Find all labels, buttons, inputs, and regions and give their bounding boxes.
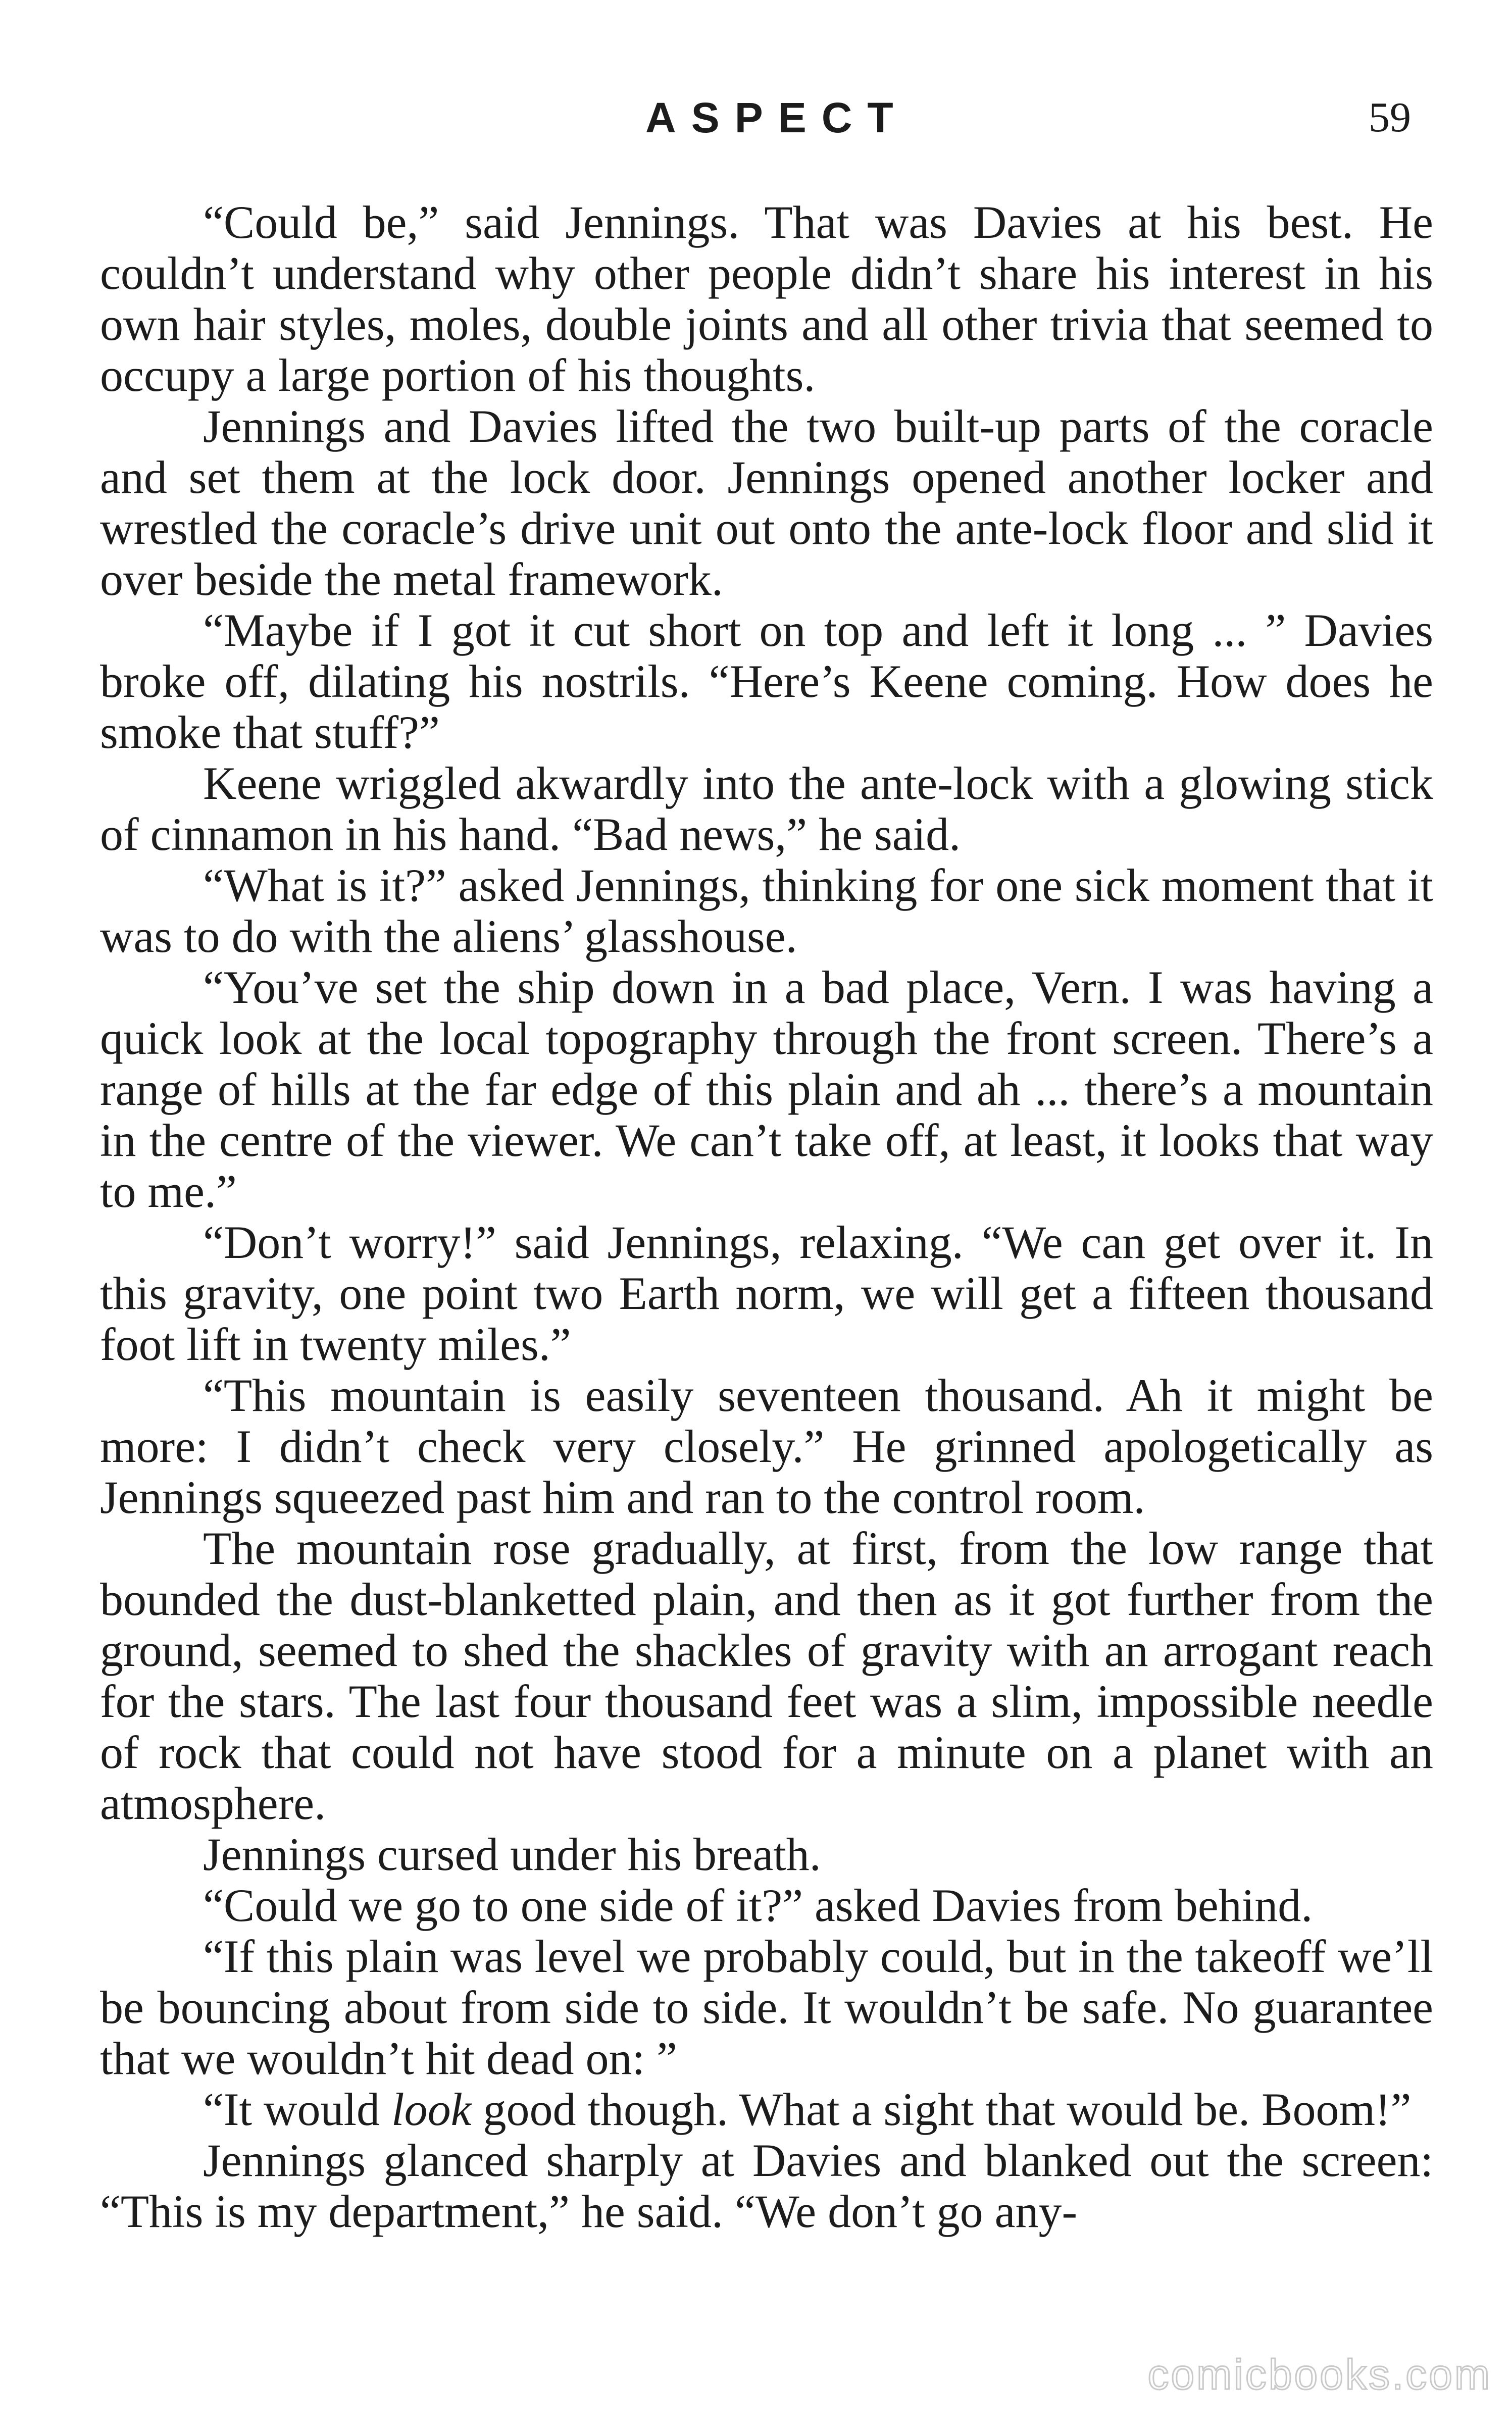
paragraph: The mountain rose gradually, at first, from the low range that bounded the dust-blanketted plain, and then as it got further from the ground, seemed to shed the shackles of gravity with an arrogant reach for the stars. The last four thousand feet was a slim, impossible needle of rock that could not have stood for a minute on a planet with an atmosphere. bbox=[100, 1523, 1433, 1829]
paragraph: “Could be,” said Jennings. That was Davies at his best. He couldn’t understand why other people didn’t share his interest in his own hair styles, moles, double joints and all other trivia that seemed to occupy a large portion of his thoughts. bbox=[100, 196, 1433, 401]
paragraph: “Could we go to one side of it?” asked Davies from behind. bbox=[203, 1880, 1313, 1931]
paragraph: Jennings cursed under his breath. bbox=[203, 1829, 821, 1880]
paragraph-text: good though. What a sight that would be. Boom!” bbox=[471, 2084, 1412, 2135]
paragraph: “If this plain was level we probably could, but in the takeoff we’ll be bouncing about from side to side. It wouldn’t be safe. No guarantee that we wouldn’t hit dead on: ” bbox=[100, 1931, 1433, 2084]
paragraph: Keene wriggled akwardly into the ante-lock with a glowing stick of cinnamon in his hand. “Bad news,” he said. bbox=[100, 757, 1433, 860]
paragraph: Jennings glanced sharply at Davies and blanked out the screen: “This is my department,” he said. “We don’t go any- bbox=[100, 2135, 1433, 2237]
paragraph: “This mountain is easily seventeen thousand. Ah it might be more: I didn’t check very closely.” He grinned apologetically as Jennings squeezed past him and ran to the control room. bbox=[100, 1370, 1433, 1523]
paragraph-text: “It would bbox=[203, 2084, 392, 2135]
paragraph: “Maybe if I got it cut short on top and left it long ... ” Davies broke off, dilating his nostrils. “Here’s Keene coming. How does he smoke that stuff?” bbox=[100, 604, 1433, 758]
paragraph-with-emphasis bbox=[100, 2084, 1433, 2135]
story-text bbox=[100, 197, 1433, 2237]
paragraph: “Don’t worry!” said Jennings, relaxing. “We can get over it. In this gravity, one point two Earth norm, we will get a fifteen thousand foot lift in twenty miles.” bbox=[100, 1217, 1433, 1370]
journal-title: ASPECT bbox=[645, 94, 909, 141]
watermark: comicbooks.com bbox=[1147, 2351, 1492, 2398]
paragraph: “You’ve set the ship down in a bad place, Vern. I was having a quick look at the local topography through the front screen. There’s a range of hills at the far edge of this plain and ah ... there’s a mountain in the centre of the viewer. We can’t take off, at least, it looks that way to me.” bbox=[100, 961, 1433, 1217]
paragraph: “What is it?” asked Jennings, thinking for one sick moment that it was to do with the aliens’ glasshouse. bbox=[100, 859, 1433, 962]
emphasized-word: look bbox=[391, 2084, 472, 2135]
page-number: 59 bbox=[1369, 94, 1411, 141]
paragraph: Jennings and Davies lifted the two built-up parts of the coracle and set them at the lock door. Jennings opened another locker and wrestled the coracle’s drive unit out onto the ante-lock floor and slid it over beside the metal framework. bbox=[100, 400, 1433, 605]
running-head bbox=[0, 90, 1512, 150]
